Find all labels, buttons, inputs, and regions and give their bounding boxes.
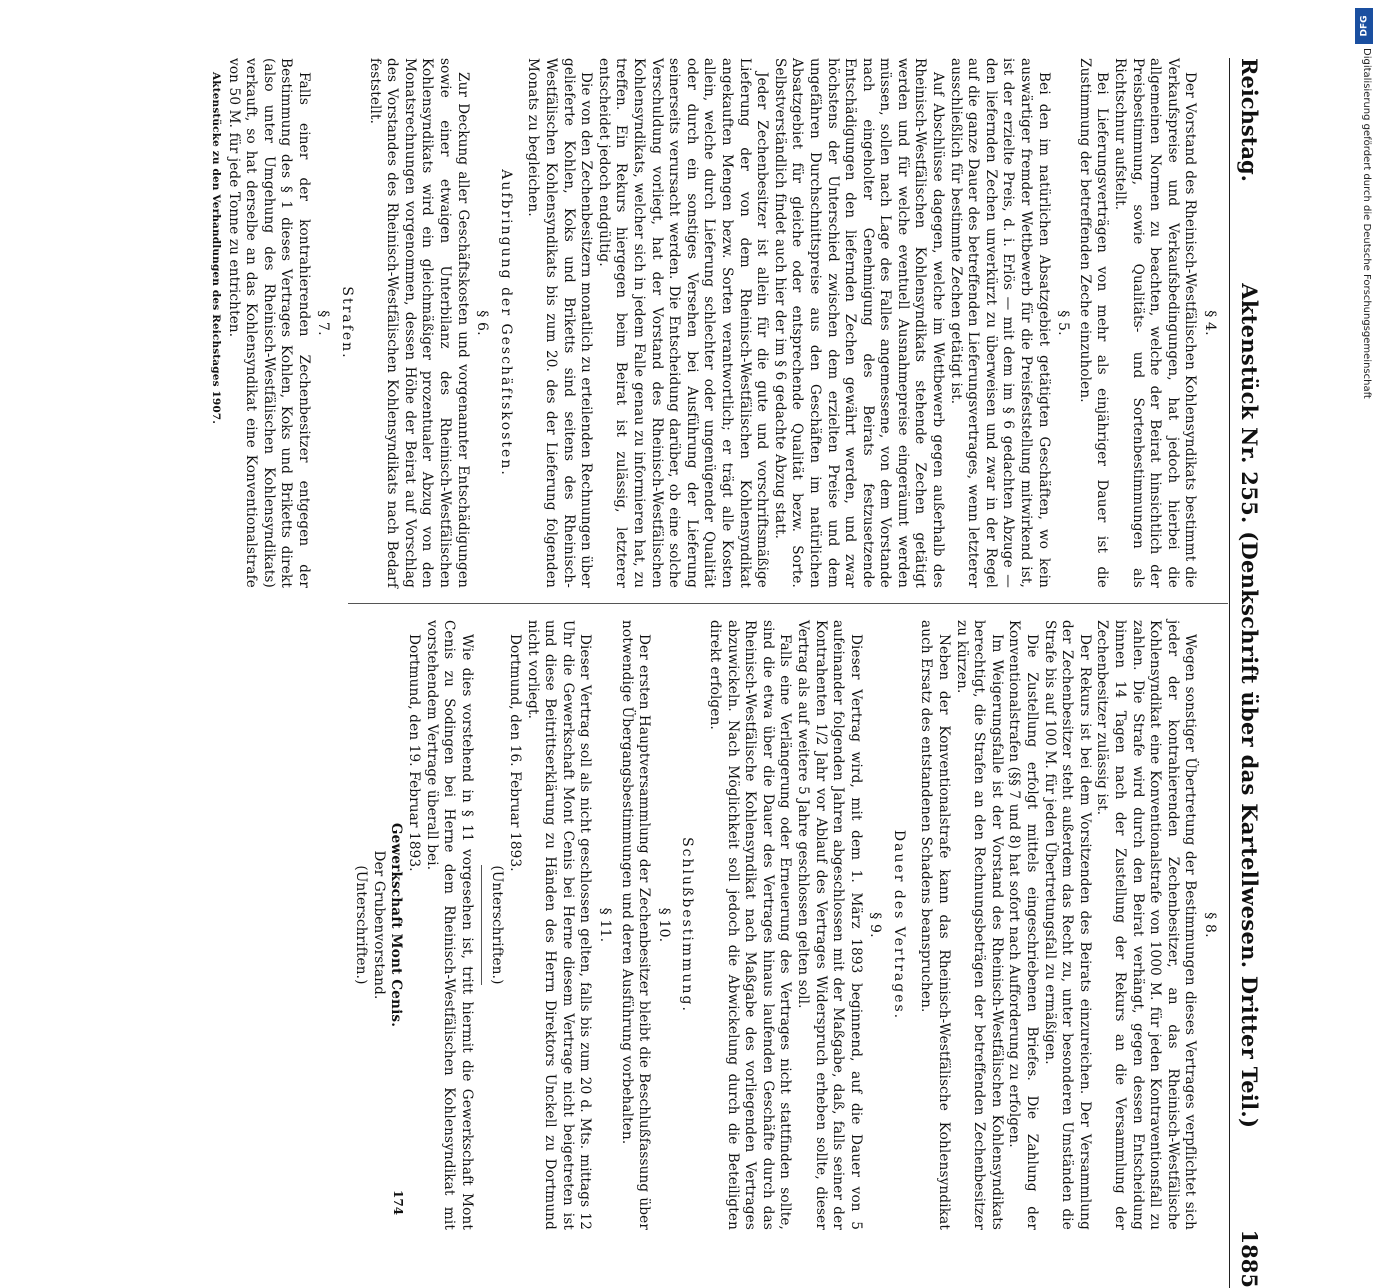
paragraph: Falls einer der kontrahierenden Zechenbesitzer entgegen der Bestimmung des § 1 dieses Vertrages Kohlen, Koks und Briketts direkt (also unter Umgehung des Rheinisch-Westfälischen Kohlensyndikats) verkauft, so hat derselbe an das Kohlensyndikat eine Konventionalstrafe von 50 M. für jede Tonne zu entrichten. bbox=[225, 58, 312, 588]
section-heading: § 5. bbox=[1055, 310, 1072, 336]
paragraph: Falls eine Verlängerung oder Erneuerung des Vertrages nicht stattfinden sollte, sind die etwa über die Dauer des Vertrages hinaus laufenden Geschäfte durch das Rheinisch-Westfälische Kohlensyndikat nach Maßgabe des vorliegenden Vertrages abzuwickeln. Nach Möglichkeit soll jedoch die Abwickelung durch die Beteiligten direkt erfolgen. bbox=[706, 620, 794, 1230]
paragraph: Wie dies vorstehend in § 11 vorgesehen ist, tritt hiermit die Gewerkschaft Mont Cenis zu Sodingen bei Herne dem Rheinisch-Westfälischen Kohlensyndikat mit vorstehendem Vertrage überall bei. bbox=[423, 620, 475, 1230]
board-name: Der Grubenvorstand. bbox=[370, 850, 387, 1000]
paragraph: Im Weigerungsfalle ist der Vorstand des Rheinisch-Westfälischen Kohlensyndikats berechtigt, die Strafen an den Rechnungsbeträgen der betreffenden Zechenbesitzer zu kürzen. bbox=[953, 620, 1005, 1230]
paragraph: Die von den Zechenbesitzern monatlich zu erteilenden Rechnungen über gelieferte Kohlen, Koks und Briketts sind seitens des Rheinisch-Westfälischen Kohlensyndikats bis zum 20. des der Lieferung folgenden Monats zu begleichen. bbox=[525, 58, 595, 588]
paragraph: Bei den im natürlichen Absatzgebiet getätigten Geschäften, wo kein auswärtiger fremder Wettbewerb für die Preisfeststellung mitwirkend ist, ist der erzielte Preis, d. i. Erlös — mit dem im § 6 gedachten Abzuge — den liefernden Zechen unverkürzt zu überweisen und zwar in der Regel auf die ganze Dauer des betreffenden Lieferungsvertrages, wenn letzterer ausschließlich für bestimmte Zechen getätigt ist. bbox=[947, 58, 1052, 588]
paragraph: Bei Lieferungsverträgen von mehr als einjähriger Dauer ist die Zustimmung der betreffenden Zeche einzuholen. bbox=[1076, 58, 1111, 588]
section-heading: § 6. bbox=[474, 310, 491, 336]
column-divider bbox=[348, 603, 1228, 604]
left-column bbox=[206, 58, 1222, 588]
section-heading: § 10. bbox=[655, 907, 672, 943]
paragraph: Der ersten Hauptversammlung der Zechenbesitzer bleibt die Beschlußfassung über notwendige Übergangsbestimmungen und deren Ausführung vorbehalten. bbox=[618, 620, 653, 1230]
chapter-heading: Schlußbestimmung. bbox=[679, 837, 696, 1013]
signatures-note: (Unterschriften.) bbox=[489, 865, 506, 985]
paragraph: Auf Abschlüsse dagegen, welche im Wettbewerb gegen außerhalb des Rheinisch-Westfälischen Kohlensyndikats stehende Zechen getätigt werden und für welche eventuell Ausnahmepreise eingeräumt werden müssen, sollen nach Lage des Falles angemessene, von dem Vorstande nach eingeholter Genehmigung des Beirats festzusetzende Entschädigungen den liefernden Zechen gewährt werden, und zwar höchstens der Unterschied zwischen dem erzielten Preise und dem ungefähren Durchschnittspreise aus den Geschäften im natürlichen Absatzgebiet für gleiche oder entsprechende Qualität bezw. Sorte. Selbstverständlich findet auch hier der im § 6 gedachte Abzug statt. bbox=[771, 58, 947, 588]
paragraph: Der Vorstand des Rheinisch-Westfälischen Kohlensyndikats bestimmt die Verkaufspreise und Verkaufsbedingungen, hat jedoch hierbei die allgemeinen Normen zu beachten, welche der Beirat hinsichtlich der Preisbestimmung, sowie Qualitäts- und Sortenbestimmungen als Richtschnur aufstellt. bbox=[1112, 58, 1199, 588]
paragraph: Neben der Konventionalstrafe kann das Rheinisch-Westfälische Kohlensyndikat auch Ersatz des entstandenen Schadens beanspruchen. bbox=[918, 620, 953, 1230]
digitization-note: Digitalisierung gefördert durch die Deutsche Forschungsgemeinschaft bbox=[1361, 48, 1372, 399]
chapter-heading: Strafen. bbox=[339, 286, 356, 360]
section-heading: § 9. bbox=[867, 912, 884, 938]
chapter-heading: Aufbringung der Geschäftskosten. bbox=[497, 169, 514, 477]
right-column bbox=[352, 620, 1222, 1230]
section-heading: § 8. bbox=[1202, 912, 1218, 938]
paragraph: Jeder Zechenbesitzer ist allein für die gute und vorschriftsmäßige Lieferung der von dem Rheinisch-Westfälischen Kohlensyndikat angekauften Mengen bezw. Sorten verantwortlich; er trägt alle Kosten allein, welche durch Lieferung schlechter oder ungenügender Qualität oder durch ein sonstiges Versehen bei Ausführung der Lieferung seinerseits verursacht werden. Die Entscheidung darüber, ob eine solche Verschuldung vorliegt, hat der Vorstand des Rheinisch-Westfälischen Kohlensyndikats, welcher sich in jedem Falle genau zu informieren hat, zu treffen. Ein Rekurs hiergegen beim Beirat ist zulässig, letzterer entscheidet jedoch endgültig. bbox=[595, 58, 771, 588]
paragraph: Wegen sonstiger Übertretung der Bestimmungen dieses Vertrages verpflichtet sich jeder der kontrahierenden Zechenbesitzer, an das Rheinisch-Westfälische Kohlensyndikat eine Konventionalstrafe von 1000 M. für jeden Kontraventionsfall zu zahlen. Die Strafe wird durch den Beirat verhängt, gegen dessen Entscheidung binnen 14 Tagen nach der Zustellung der Rekurs an die Versammlung der Zechenbesitzer zulässig ist. bbox=[1094, 620, 1199, 1230]
date-line: Dortmund, den 19. Februar 1893. bbox=[406, 634, 423, 872]
section-heading: § 7. bbox=[315, 310, 332, 336]
signatures-note: (Unterschriften.) bbox=[353, 865, 370, 985]
section-heading: § 4. bbox=[1202, 310, 1218, 336]
page-header bbox=[1229, 58, 1270, 1288]
paragraph: Der Rekurs ist bei dem Vorsitzenden des Beirats einzureichen. Der Versammlung der Zechenbesitzer steht außerdem das Recht zu, unter besonderen Umständen die Strafe bis auf 100 M. für jeden Übertretungsfall zu ermäßigen. bbox=[1041, 620, 1093, 1230]
dfg-logo-icon: DFG bbox=[1355, 8, 1373, 44]
paragraph: Die Zustellung erfolgt mittels eingeschriebenen Briefes. Die Zahlung der Konventionalstrafen (§§ 7 und 8) hat sofort nach Aufforderung zu erfolgen. bbox=[1006, 620, 1041, 1230]
company-name: Gewerkschaft Mont Cenis. bbox=[388, 822, 405, 1028]
paragraph: Zur Deckung aller Geschäftskosten und vorgenannter Entschädigungen sowie einer etwaigen Unterbilanz des Rheinisch-Westfälischen Kohlensyndikats wird ein gleichmäßiger prozentualer Abzug von den Monatsrechnungen vorgenommen, dessen Höhe der Beirat auf Vorschlag des Vorstandes des Rheinisch-Westfälischen Kohlensyndikats nach Bedarf feststellt. bbox=[366, 58, 471, 588]
separator-rule bbox=[481, 865, 482, 985]
page-number: 174 bbox=[391, 1190, 405, 1216]
date-line: Dortmund, den 16. Februar 1893. bbox=[507, 634, 524, 872]
footnote: Aktenstücke zu den Verhandlungen des Reichstages 1907. bbox=[209, 72, 222, 425]
chapter-heading: Dauer des Vertrages. bbox=[890, 829, 907, 1021]
paragraph: Dieser Vertrag soll als nicht geschlossen gelten, falls bis zum 20 d. Mts. mittags 12 Uhr die Gewerkschaft Mont Cenis bei Herne diesem Vertrage nicht beigetreten ist und diese Beitrittserklärung zu Händen des Herrn Direktors Unckell zu Dortmund nicht vorliegt. bbox=[524, 620, 594, 1230]
paragraph: Dieser Vertrag wird, mit dem 1. März 1893 beginnend, auf die Dauer von 5 aufeinander folgenden Jahren abgeschlossen mit der Maßgabe, daß, falls seiner der Kontrahenten 1/2 Jahr vor Ablauf des Vertrages Widerspruch erheben sollte, dieser Vertrag als auf weitere 5 Jahre geschlossen gelten soll. bbox=[794, 620, 864, 1230]
header-title: Aktenstück Nr. 255. (Denkschrift über das Kartellwesen. Dritter Teil.) bbox=[1237, 283, 1263, 1129]
section-heading: § 11. bbox=[597, 907, 613, 943]
header-left: Reichstag. bbox=[1237, 58, 1263, 182]
header-year: 1885 bbox=[1237, 1229, 1263, 1288]
